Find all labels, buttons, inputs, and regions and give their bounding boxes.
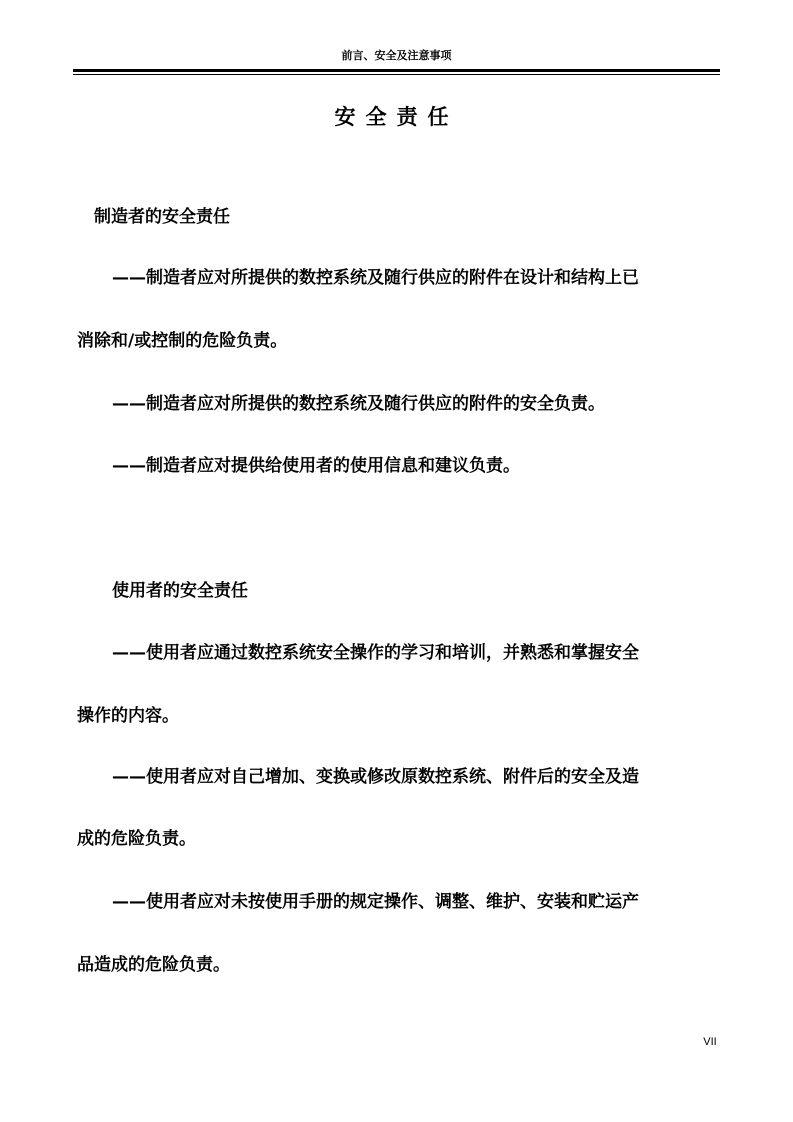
manufacturer-item-1-line-1: ——制造者应对所提供的数控系统及随行供应的附件在设计和结构上已 (112, 268, 639, 288)
header-rule-thick (73, 69, 720, 72)
user-item-1-line-2: 操作的内容。 (77, 706, 179, 726)
user-item-2-line-2: 成的危险负责。 (77, 829, 196, 849)
manufacturer-heading: 制造者的安全责任 (94, 207, 230, 227)
user-item-3-line-1: ——使用者应对未按使用手册的规定操作、调整、维护、安装和贮运产 (112, 892, 639, 912)
user-item-3-line-2: 品造成的危险负责。 (77, 955, 230, 975)
manufacturer-item-2: ——制造者应对所提供的数控系统及随行供应的附件的安全负责。 (112, 394, 605, 414)
header-rule-thin (73, 74, 720, 75)
user-item-2-line-1: ——使用者应对自己增加、变换或修改原数控系统、附件后的安全及造 (112, 767, 639, 787)
manufacturer-item-1-line-2: 消除和/或控制的危险负责。 (77, 331, 288, 351)
user-heading: 使用者的安全责任 (112, 581, 248, 601)
manufacturer-item-3: ——制造者应对提供给使用者的使用信息和建议负责。 (112, 456, 520, 476)
user-item-1-line-1: ——使用者应通过数控系统安全操作的学习和培训，并熟悉和掌握安全 (112, 643, 639, 663)
running-header: 前言、安全及注意事项 (341, 49, 452, 62)
page-number: VII (703, 1036, 717, 1048)
page-title: 安全责任 (334, 105, 459, 129)
